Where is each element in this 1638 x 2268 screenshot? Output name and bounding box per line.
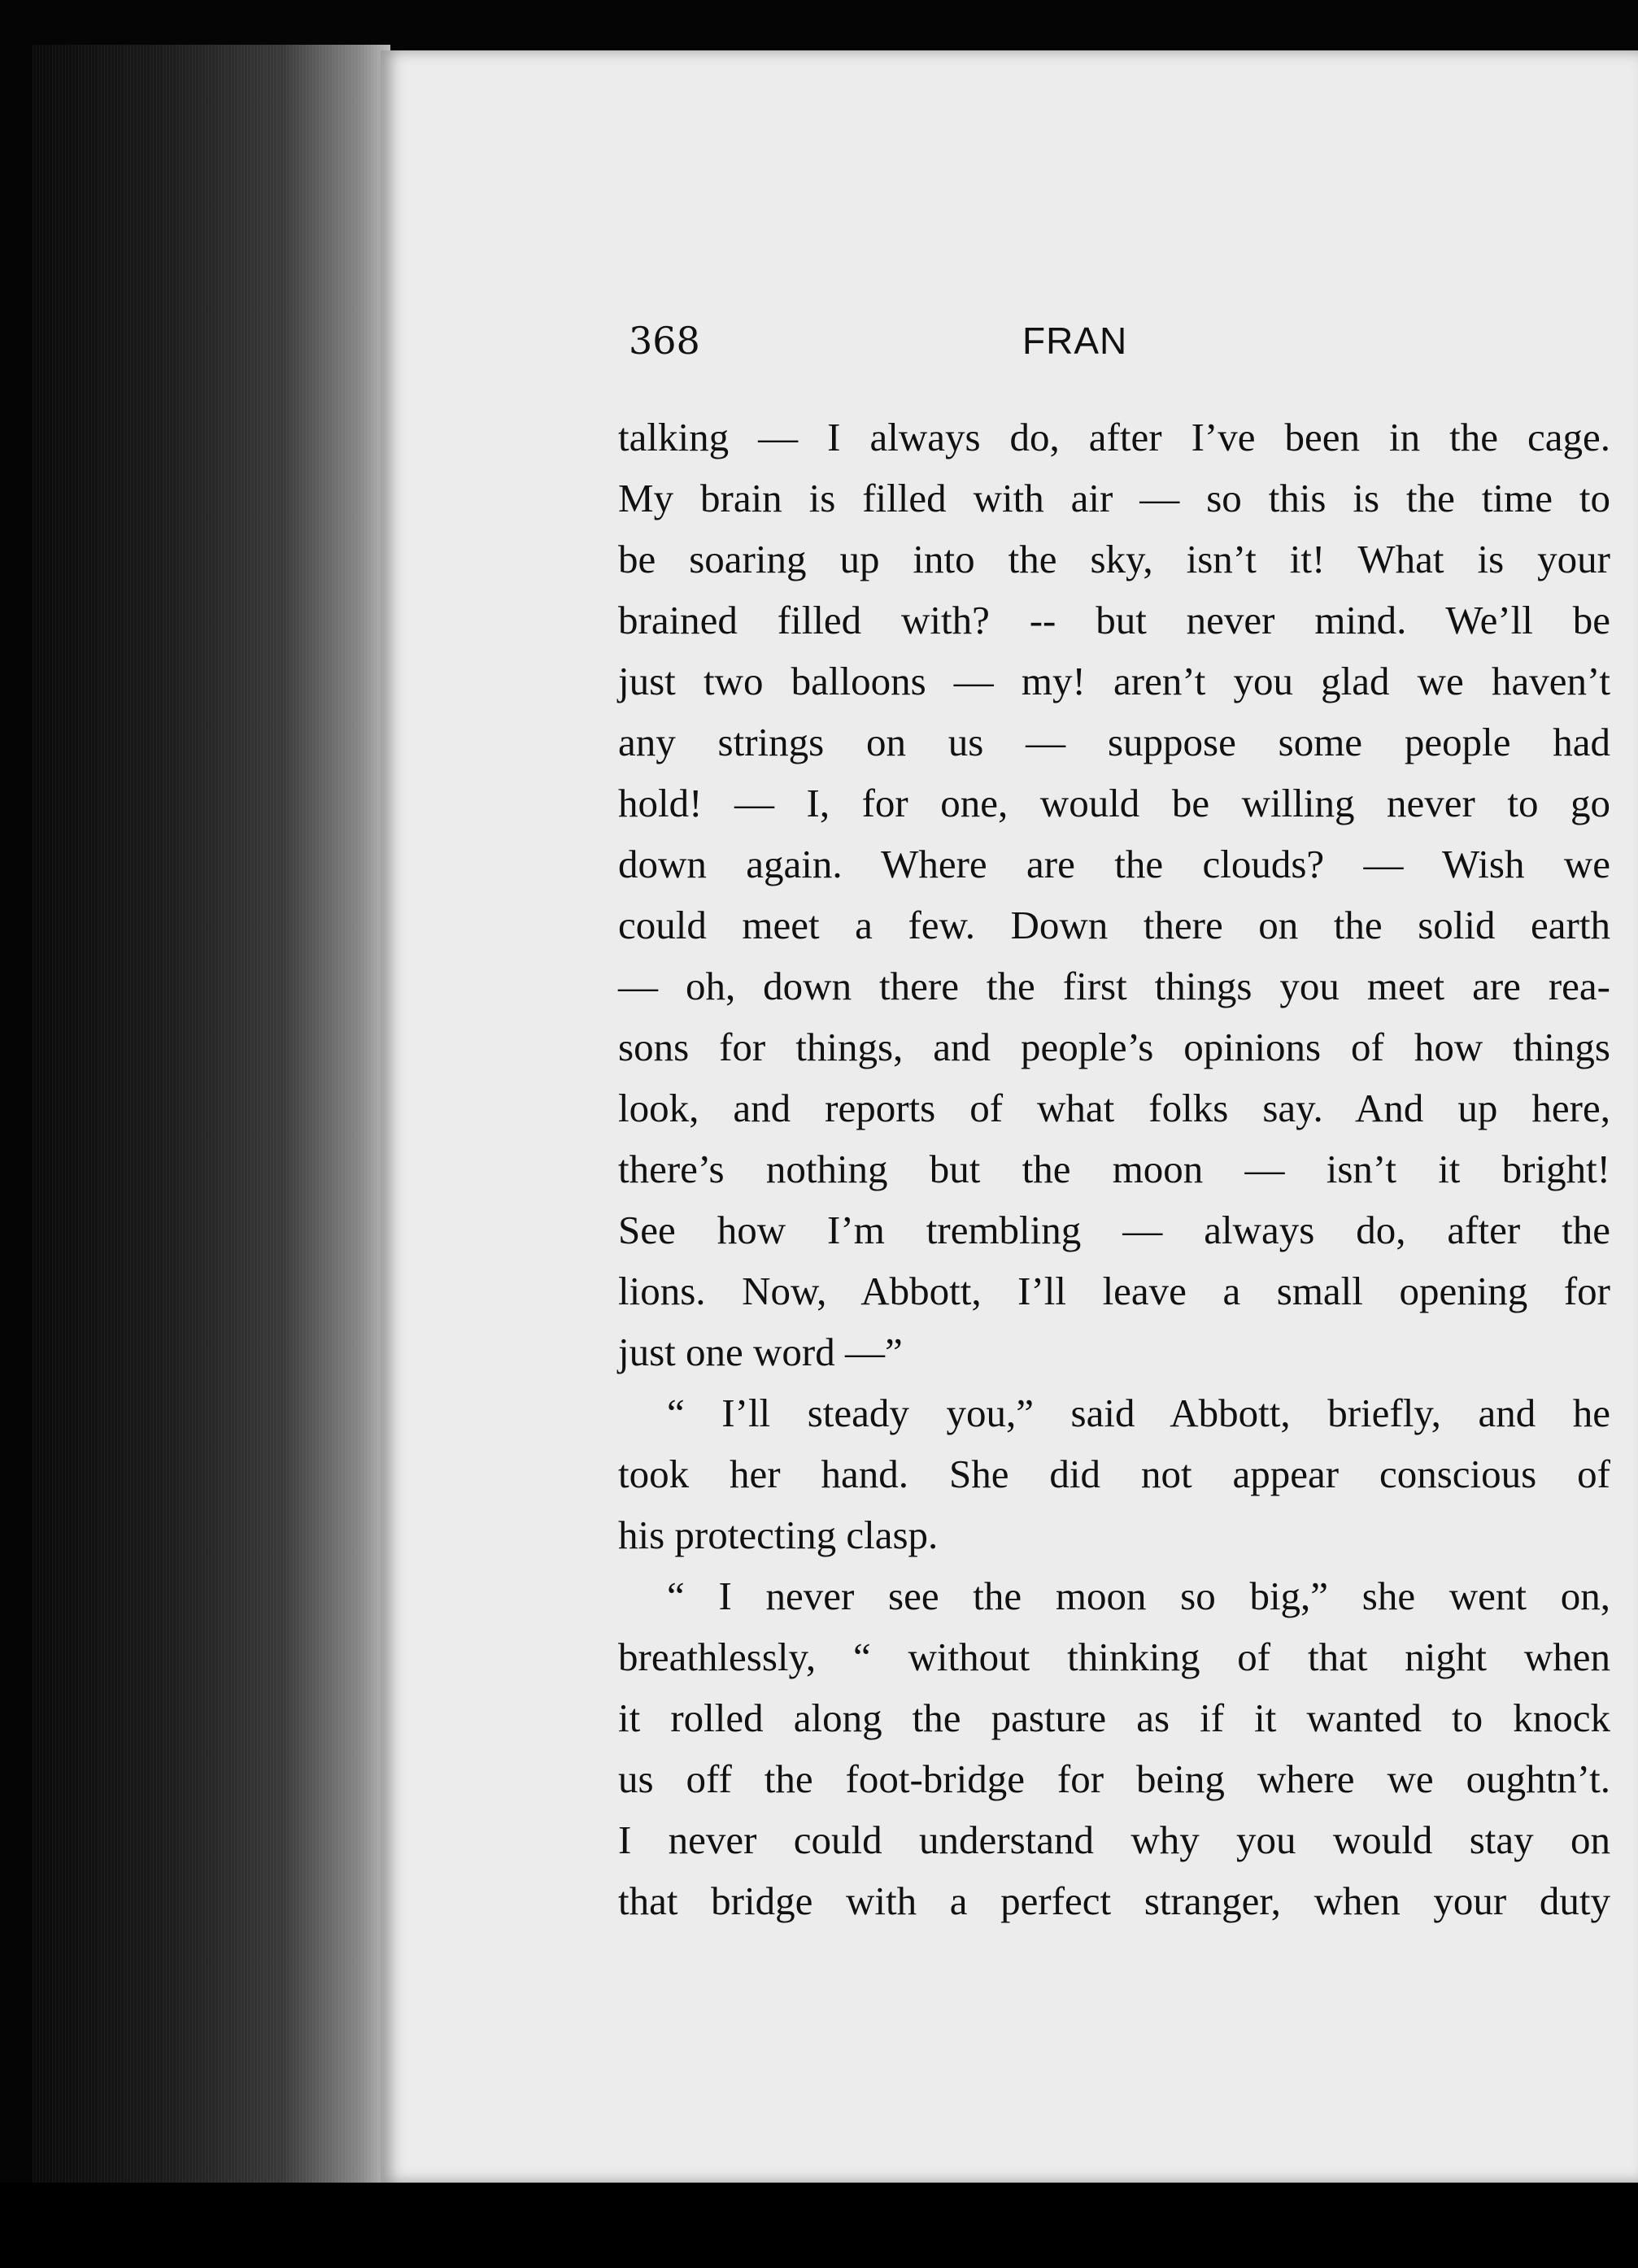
text-line: breathlessly, “ without thinking of that night when — [618, 1635, 1610, 1679]
text-line: just one word —” — [618, 1330, 903, 1374]
text-line: “ I’ll steady you,” said Abbott, briefly, and he — [667, 1391, 1610, 1435]
text-line: I never could understand why you would stay on — [618, 1817, 1610, 1862]
text-line: sons for things, and people’s opinions of how things — [618, 1025, 1610, 1069]
scan-border — [0, 2183, 1638, 2268]
running-header — [629, 319, 1638, 376]
text-line: could meet a few. Down there on the solid earth — [618, 903, 1610, 947]
text-line: just two balloons — my! aren’t you glad we haven’t — [618, 659, 1610, 703]
text-line: down again. Where are the clouds? — Wish we — [618, 842, 1610, 886]
text-line: be soaring up into the sky, isn’t it! What is your — [618, 537, 1610, 581]
text-line: “ I never see the moon so big,” she went on, — [667, 1574, 1610, 1618]
text-line: his protecting clasp. — [618, 1513, 939, 1557]
text-line: talking — I always do, after I’ve been in the cage. — [618, 415, 1610, 459]
text-line: took her hand. She did not appear conscious of — [618, 1452, 1610, 1496]
text-line: that bridge with a perfect stranger, when your duty — [618, 1878, 1610, 1923]
text-line: it rolled along the pasture as if it wanted to knock — [618, 1696, 1610, 1740]
text-line: See how I’m trembling — always do, after the — [618, 1208, 1610, 1252]
book-page — [381, 50, 1638, 2183]
text-line: lions. Now, Abbott, I’ll leave a small opening for — [618, 1269, 1610, 1313]
text-line: there’s nothing but the moon — isn’t it bright! — [618, 1147, 1610, 1191]
text-line: any strings on us — suppose some people had — [618, 720, 1610, 764]
book-spine-edge — [33, 45, 390, 2208]
text-line: — oh, down there the first things you meet are rea- — [618, 964, 1610, 1008]
text-line: hold! — I, for one, would be willing never to go — [618, 781, 1610, 825]
text-line: My brain is filled with air — so this is the time to — [618, 476, 1610, 520]
page-number: 368 — [629, 319, 700, 363]
text-line: look, and reports of what folks say. And up here, — [618, 1086, 1610, 1130]
text-line: us off the foot-bridge for being where we oughtn’t. — [618, 1757, 1610, 1801]
body-text — [618, 407, 1610, 1931]
running-title: FRAN — [1022, 320, 1128, 362]
text-line: brained filled with? -- but never mind. We’ll be — [618, 598, 1610, 642]
